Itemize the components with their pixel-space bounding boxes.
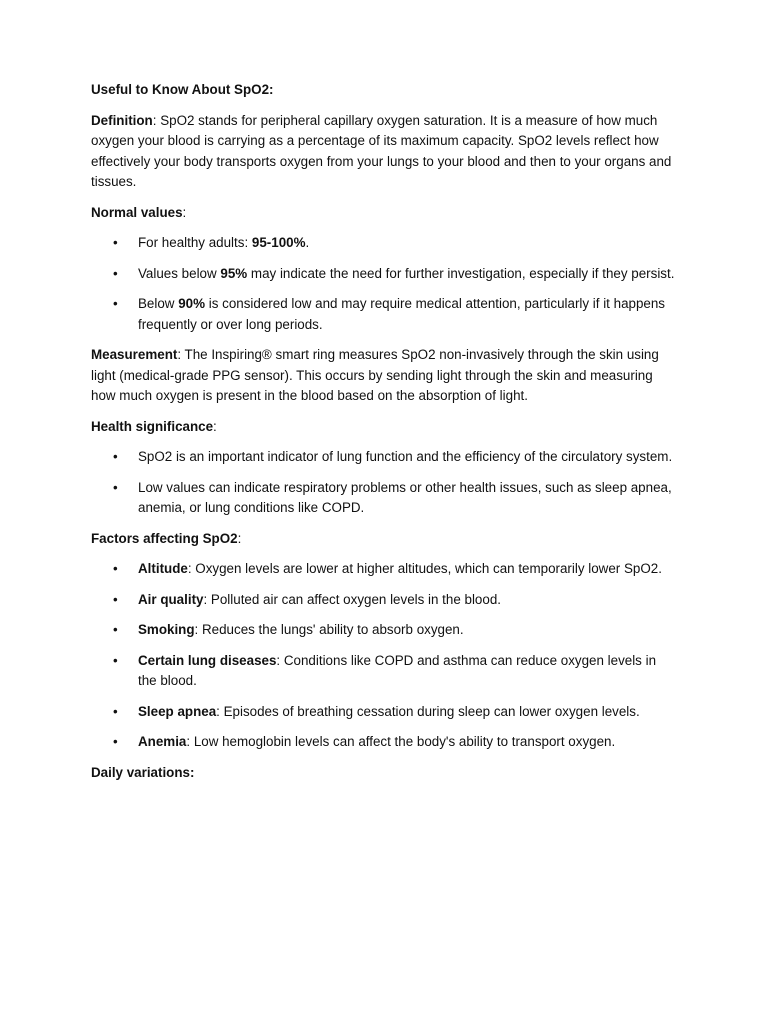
- list-item-text: .: [305, 235, 310, 250]
- list-item: [91, 294, 675, 335]
- definition-label: Definition: [91, 112, 153, 128]
- health-significance-label: Health significance: [91, 418, 214, 434]
- list-item-text: : Polluted air can affect oxygen levels in the blood.: [203, 591, 501, 607]
- bullet-icon: •: [113, 591, 118, 607]
- bullet-icon: •: [113, 449, 118, 464]
- health-significance-heading: [91, 417, 675, 438]
- bullet-icon: •: [113, 235, 118, 250]
- list-item-text: may indicate the need for further investigation, especially if they persist.: [247, 265, 675, 281]
- bullet-icon: •: [113, 265, 118, 281]
- list-item: [91, 732, 675, 753]
- document-page: [91, 80, 675, 793]
- definition-paragraph: [91, 111, 675, 193]
- normal-values-heading: [91, 203, 675, 224]
- list-item-text: : Reduces the lungs' ability to absorb oxygen.: [194, 622, 464, 637]
- health-significance-suffix: :: [213, 418, 217, 434]
- list-item-bold: Certain lung diseases: [138, 652, 277, 668]
- bullet-icon: •: [113, 703, 118, 719]
- list-item: [91, 233, 675, 254]
- health-significance-list: [91, 447, 675, 519]
- list-item: [91, 559, 675, 580]
- bullet-icon: •: [113, 296, 118, 311]
- list-item-text: For healthy adults:: [138, 235, 252, 250]
- list-item-text: Low values can indicate respiratory problems or other health issues, such as sleep apnea, anemia, or lung conditions like COPD.: [138, 479, 672, 515]
- bullet-icon: •: [113, 479, 118, 495]
- bullet-icon: •: [113, 561, 118, 576]
- bullet-icon: •: [113, 652, 118, 668]
- list-item-text: : Conditions like COPD and asthma can reduce oxygen levels in the blood.: [138, 652, 657, 688]
- measurement-text: : The Inspiring® smart ring measures SpO2 non-invasively through the skin using light (medical-grade PPG sensor). This occurs by sending light through the skin and measuring how much oxygen is present in the blood based on the absorption of light.: [91, 347, 659, 403]
- list-item: [91, 702, 675, 723]
- list-item-text: : Low hemoglobin levels can affect the body's ability to transport oxygen.: [186, 734, 616, 749]
- factors-label: Factors affecting SpO2: [91, 530, 238, 546]
- document-title: Useful to Know About SpO2:: [91, 82, 274, 97]
- normal-values-suffix: :: [182, 204, 187, 220]
- definition-text: : SpO2 stands for peripheral capillary oxygen saturation. It is a measure of how much oxygen your blood is carrying as a percentage of its maximum capacity. SpO2 levels reflect how effectively your body transports oxygen from your lungs to your blood and then to your organs and tissues.: [91, 112, 672, 189]
- list-item: [91, 651, 675, 692]
- list-item-bold: Sleep apnea: [138, 703, 217, 719]
- list-item: [91, 620, 675, 641]
- list-item-text: : Oxygen levels are lower at higher altitudes, which can temporarily lower SpO2.: [187, 561, 662, 576]
- bullet-icon: •: [113, 622, 118, 637]
- measurement-label: Measurement: [91, 347, 178, 362]
- list-item-bold: Altitude: [138, 561, 188, 576]
- factors-heading: [91, 529, 675, 550]
- list-item-text: : Episodes of breathing cessation during sleep can lower oxygen levels.: [216, 703, 640, 719]
- factors-suffix: :: [237, 530, 242, 546]
- list-item-bold: 95-100%: [251, 235, 306, 250]
- daily-variations-heading: [91, 763, 675, 784]
- daily-variations-label: Daily variations:: [91, 764, 195, 780]
- factors-list: [91, 559, 675, 753]
- list-item: [91, 447, 675, 468]
- list-item: [91, 590, 675, 611]
- bullet-icon: •: [113, 734, 118, 749]
- list-item: [91, 264, 675, 285]
- list-item-text: SpO2 is an important indicator of lung function and the efficiency of the circulatory system.: [138, 449, 673, 464]
- list-item-bold: Smoking: [138, 622, 195, 637]
- list-item-bold: 90%: [178, 296, 206, 311]
- normal-values-list: [91, 233, 675, 335]
- list-item-bold: Anemia: [138, 734, 187, 749]
- list-item-text: Values below: [138, 265, 221, 281]
- list-item-text: Below: [138, 296, 179, 311]
- list-item-bold: 95%: [220, 265, 248, 281]
- measurement-paragraph: [91, 345, 675, 407]
- list-item-bold: Air quality: [138, 591, 204, 607]
- list-item-text: is considered low and may require medical attention, particularly if it happens frequently or over long periods.: [138, 296, 665, 332]
- normal-values-label: Normal values: [91, 204, 183, 220]
- list-item: [91, 478, 675, 519]
